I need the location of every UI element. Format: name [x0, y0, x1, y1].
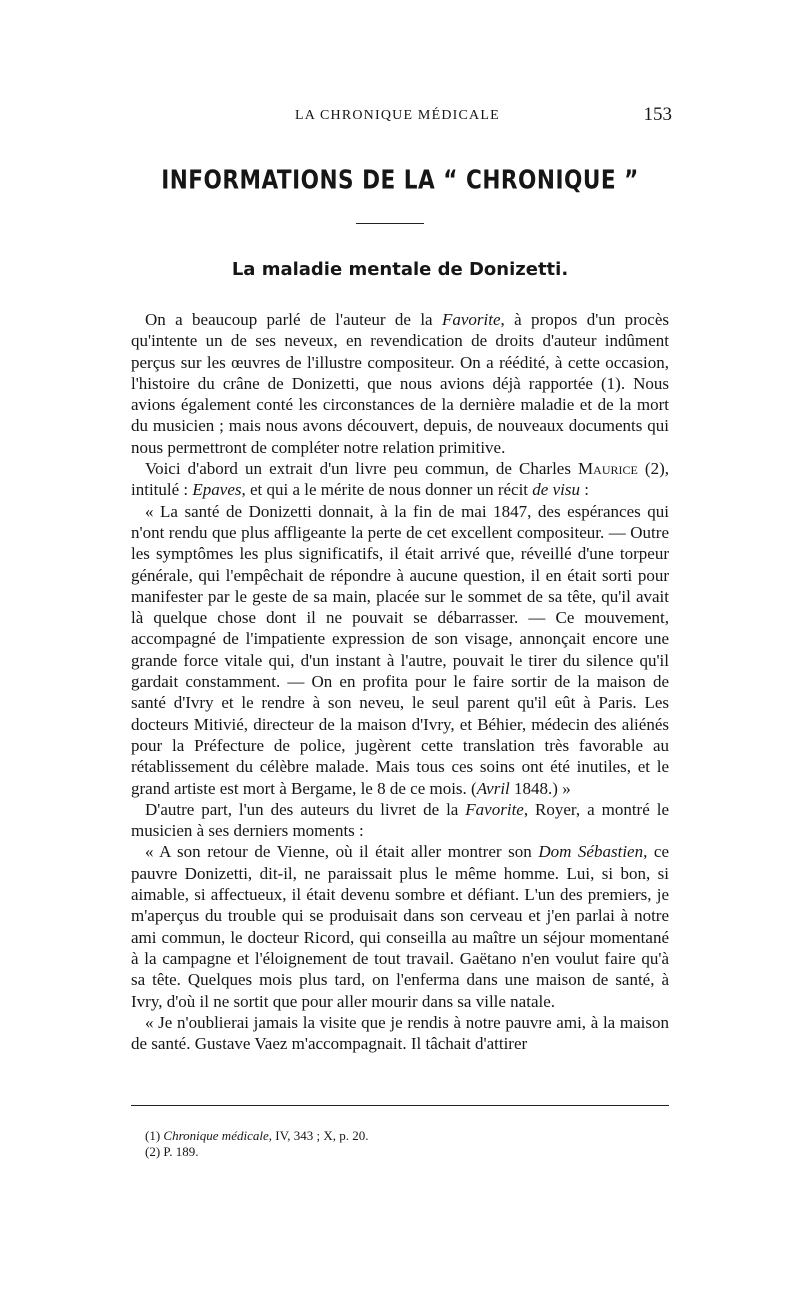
article-body [131, 309, 669, 1054]
italic-date: Avril [476, 778, 510, 798]
text-span: « La santé de Donizetti donnait, à la fin de mai 1847, des espérances qui n'ont rendu que plus affligeante la perte de cet excellent compositeur. — Outre les symptômes les plus significatifs, il était arrivé que, réveillé d'une torpeur générale, qui l'empêchait de répondre à aucune question, il en était sorti pour manifester par le geste de sa main, placée sur le sommet de sa tête, qu'il avait là quelque chose dont il ne pouvait se débarrasser. — Ce mouvement, accompagné de l'impatiente expression de son visage, annonçait encore une grande force vitale qui, d'un instant à l'autre, pouvait le tirer du silence qu'il gardait constamment. — On en profita pour le faire sortir de la maison de santé d'Ivry et le rendre à son neveu, le seul parent qu'il eût à Paris. Les docteurs Mitivié, directeur de la maison d'Ivry, et Béhier, médecin des aliénés pour la Préfecture de police, jugèrent cette translation très favorable au rétablissement du célèbre malade. Mais tous ces soins ont été inutiles, et le grand artiste est mort à Bergame, le 8 de ce mois. ( [131, 501, 669, 798]
author-name: Maurice [578, 459, 638, 479]
text-span: , à propos d'un procès qu'intente un de ses neveux, en revendication de droits d'auteur indûment perçus sur les œuvres de l'illustre compositeur. On a réédité, à cette occasion, l'histoire du crâne de Donizetti, que nous avions déjà rapportée (1). Nous avions également conté les circonstances de la dernière maladie et de la mort du musicien ; mais nous avons découvert, depuis, de nouveaux documents qui nous permettront de compléter notre relation primitive. [131, 310, 669, 457]
italic-title: Favorite [441, 310, 501, 329]
footnote-1 [145, 1128, 665, 1144]
paragraph-quote-maurice [131, 501, 669, 799]
paragraph-intro [131, 309, 669, 458]
text-span: IV, 343 ; X, p. 20. [271, 1128, 369, 1143]
section-title: INFORMATIONS DE LA “ CHRONIQUE ” [161, 164, 639, 196]
text-span: : [579, 480, 589, 500]
italic-title: Chronique médicale, [163, 1128, 272, 1143]
footnote-divider [131, 1105, 669, 1106]
text-span: Voici d'abord un extrait d'un livre peu commun, de Charles [145, 459, 579, 479]
text-span: « A son retour de Vienne, où il était aller montrer son [145, 842, 539, 862]
text-span: D'autre part, l'un des auteurs du livret de la [145, 799, 466, 819]
paragraph-quote-visit: « Je n'oublierai jamais la visite que je rendis à notre pauvre ami, à la maison de santé. Gustave Vaez m'accompagnait. Il tâchait d'attirer [131, 1012, 669, 1054]
italic-title: Favorite [465, 799, 524, 819]
text-span: , ce pauvre Donizetti, dit-il, ne paraissait plus le même homme. Lui, si bon, si aimable, si affectueux, il était devenu sombre et défiant. L'un des premiers, je m'aperçus du trouble qui se produisait dans son cerveau et j'en parlai à notre ami commun, le docteur Ricord, qui conseilla au maître un séjour momentané à la campagne et l'éloignement de tout travail. Gaëtano n'en voulut faire qu'à sa tête. Quelques mois plus tard, on l'enferma dans une maison de santé, à Ivry, d'où il ne sortit que pour aller mourir dans sa ville natale. [131, 842, 670, 1011]
text-span: , et qui a le mérite de nous donner un récit [241, 480, 533, 500]
italic-phrase: de visu [532, 480, 580, 500]
italic-title: Epaves [192, 480, 242, 500]
footnote-marker: (1) [145, 1128, 164, 1143]
running-title: LA CHRONIQUE MÉDICALE [295, 108, 500, 123]
paragraph-quote-royer [131, 841, 669, 1011]
text-span: On a beaucoup parlé de l'auteur de la [145, 310, 442, 329]
title-divider [356, 223, 424, 224]
page-number: 153 [643, 104, 672, 125]
text-span: 1848.) » [509, 778, 571, 798]
footnote-2: (2) P. 189. [145, 1144, 199, 1159]
text-span: , Royer, a montré le musicien à ses derniers moments : [131, 799, 669, 841]
footnotes [145, 1128, 665, 1160]
running-header [0, 104, 800, 130]
italic-title: Dom Sébastien [538, 842, 644, 862]
article-title: La maladie mentale de Donizetti. [231, 259, 569, 280]
text-span: (2), intitulé : [131, 459, 669, 500]
paragraph-extract-intro [131, 458, 669, 501]
paragraph-royer-intro [131, 799, 669, 842]
